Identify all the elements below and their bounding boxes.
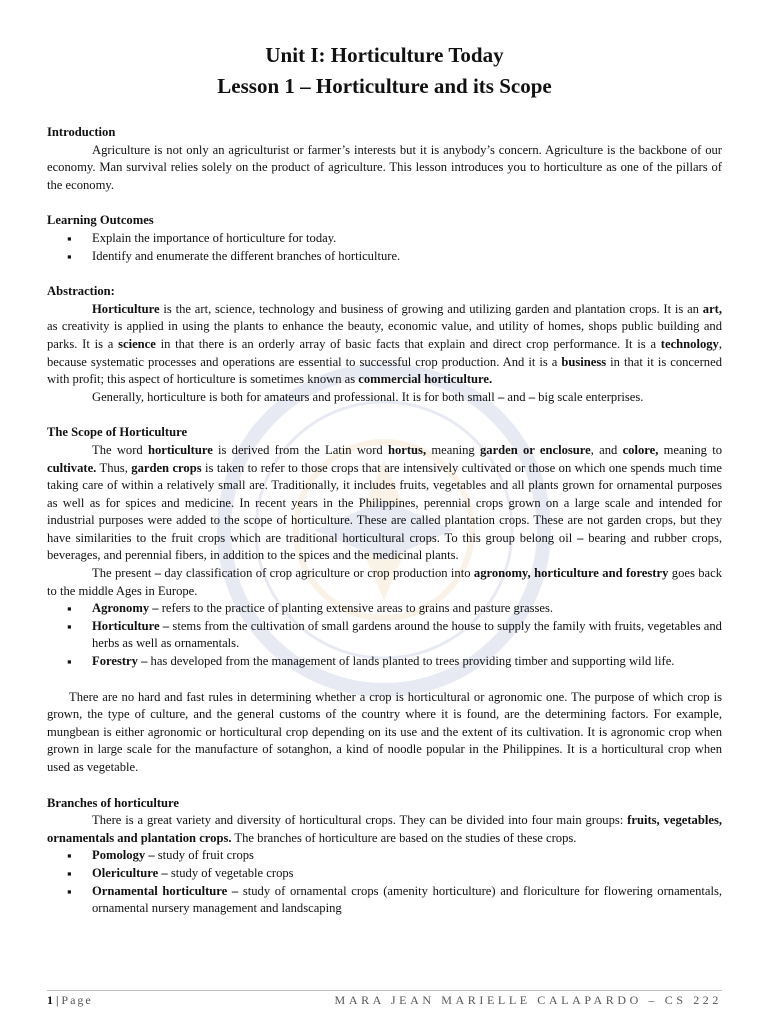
abstraction-heading: Abstraction: xyxy=(47,284,115,299)
list-item: ▪ Pomology – study of fruit crops xyxy=(47,847,722,865)
introduction-heading: Introduction xyxy=(47,125,116,139)
list-item: ▪ Explain the importance of horticulture for today. xyxy=(47,230,722,248)
scope-paragraph-1: The word horticulture is derived from the Latin word hortus, meaning garden or enclosure, and colore, meaning to cultivate. Thus, garden crops is taken to refer to those crops that are intensively cultivated or those on which one spends much time taking care of within a relatively small are. Traditionally, it includes fruits, vegetables and all plants grown for ornamental purposes as well as for spices and medicine. In recent years in the Philippines, perennial crops grown on a large scale and intended for industrial purposes were added to the scope of horticulture. These are called plantation crops. These are not garden crops, but they have similarities to the fruit crops which are traditional horticultural crops. To this group belong oil – bearing and rubber crops, beverages, and perennial fibers, in addition to the spices and the medicinal plants. xyxy=(47,442,723,563)
list-item: ▪ Horticulture – stems from the cultivation of small gardens around the house to supply the family with fruits, vegetables and herbs as well as ornamentals. xyxy=(47,618,722,653)
branches-list xyxy=(47,847,722,917)
branches-heading: Branches of horticulture xyxy=(47,795,179,810)
branches-paragraph: There is a great variety and diversity of horticultural crops. They can be divided into four main groups: fruits, vegetables, ornamentals and plantation crops. The branches of horticulture are based on the studies of these crops. xyxy=(47,813,722,845)
abstraction-paragraph-2: Generally, horticulture is both for amateurs and professional. It is for both small – and – big scale enterprises. xyxy=(92,389,644,404)
scope-paragraph-2: The present – day classification of crop agriculture or crop production into agronomy, horticulture and forestry goes back to the middle Ages in Europe. xyxy=(47,566,723,598)
unit-title xyxy=(47,40,722,102)
introduction-text: Agriculture is not only an agriculturist or farmer’s interests but it is anybody’s concern. Agriculture is the backbone of our economy. Man survival relies solely on the product of agriculture. This lesson introduces you to horticulture as one of the pillars of the economy. xyxy=(47,142,722,192)
page-number: 1 | Page xyxy=(47,993,93,1007)
footer-author: MARA JEAN MARIELLE CALAPARDO – CS 222 xyxy=(334,993,722,1007)
unit-title-line2: Lesson 1 – Horticulture and its Scope xyxy=(217,74,552,98)
page-footer xyxy=(47,990,722,1008)
document-page xyxy=(47,40,722,918)
list-item: ▪ Ornamental horticulture – study of ornamental crops (amenity horticulture) and floriculture for flowering ornamentals, ornamental nursery management and landscaping xyxy=(47,883,722,918)
list-item: ▪ Identify and enumerate the different branches of horticulture. xyxy=(47,248,722,266)
list-item: ▪ Forestry – has developed from the management of lands planted to trees providing timber and supporting wild life. xyxy=(47,653,722,671)
list-item: ▪ Olericulture – study of vegetable crops xyxy=(47,865,722,883)
scope-heading: The Scope of Horticulture xyxy=(47,425,188,440)
classification-list xyxy=(47,600,722,670)
learning-outcomes-list xyxy=(47,230,722,265)
scope-paragraph-3: There are no hard and fast rules in determining whether a crop is horticultural or agronomic one. The purpose of which crop is grown, the type of culture, and the general customs of the country where it is found, are the determining factors. For example, mungbean is either agronomic or horticultural crop depending on its use and the extent of its cultivation. It is agronomic crop when grown in large scale for the manufacture of sotanghon, a kind of noodle popular in the Philippines. It is a horticultural crop when used as vegetable. xyxy=(47,689,722,774)
list-item: ▪ Agronomy – refers to the practice of planting extensive areas to grains and pasture grasses. xyxy=(47,600,722,618)
unit-title-line1: Unit I: Horticulture Today xyxy=(265,43,504,67)
abstraction-paragraph-1: Horticulture is the art, science, technology and business of growing and utilizing garden and plantation crops. It is an art, as creativity is applied in using the plants to enhance the beauty, economic value, and utility of homes, shops public building and parks. It is a science in that there is an orderly array of basic facts that explain and direct crop performance. It is a technology, because systematic processes and operations are essential to successful crop production. And it is a business in that it is concerned with profit; this aspect of horticulture is sometimes known as commercial horticulture. xyxy=(47,301,723,387)
learning-outcomes-heading: Learning Outcomes xyxy=(47,213,154,228)
